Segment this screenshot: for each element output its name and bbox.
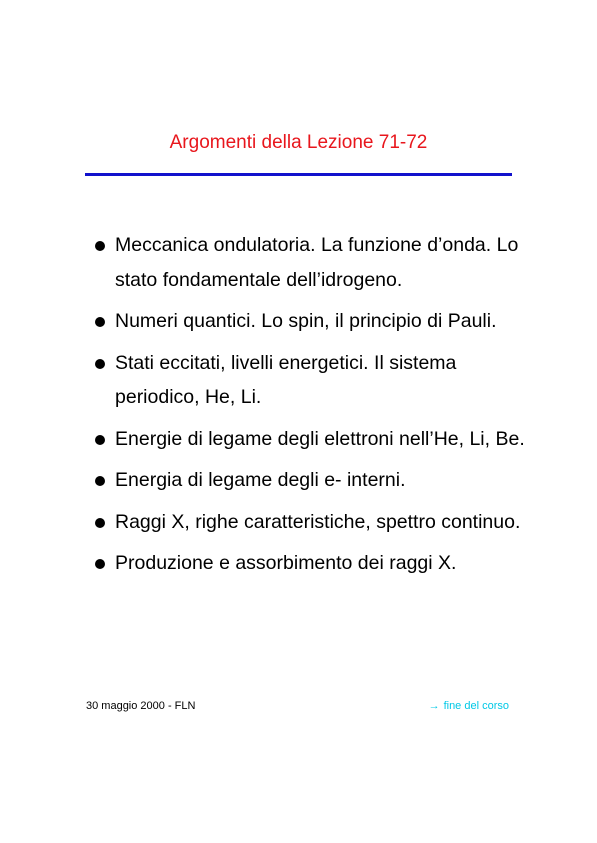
topic-list xyxy=(93,228,533,588)
end-of-course-link[interactable] xyxy=(429,699,509,713)
right-arrow-icon: → xyxy=(428,700,440,712)
bullet-icon xyxy=(95,359,105,369)
list-item xyxy=(93,463,533,498)
list-item xyxy=(93,304,533,339)
bullet-icon xyxy=(95,317,105,327)
slide-title: Argomenti della Lezione 71-72 xyxy=(169,132,428,153)
list-item xyxy=(93,346,533,415)
list-item-text: Produzione e assorbimento dei raggi X. xyxy=(115,552,457,574)
bullet-icon xyxy=(95,559,105,569)
list-item xyxy=(93,546,533,581)
end-of-course-label: fine del corso xyxy=(443,700,509,712)
bullet-icon xyxy=(95,518,105,528)
list-item-text: Meccanica ondulatoria. La funzione d’onda. Lo stato fondamentale dell’idrogeno. xyxy=(115,234,519,291)
list-item-text: Energie di legame degli elettroni nell’He, Li, Be. xyxy=(115,427,525,450)
list-item xyxy=(93,505,533,540)
list-item-text: Raggi X, righe caratteristiche, spettro continuo. xyxy=(115,510,521,533)
bullet-icon xyxy=(95,241,105,251)
title-divider xyxy=(85,173,512,176)
footer-date-author: 30 maggio 2000 - FLN xyxy=(86,700,196,712)
list-item-text: Energia di legame degli e- interni. xyxy=(115,469,406,491)
list-item-text: Numeri quantici. Lo spin, il principio di Pauli. xyxy=(115,310,497,332)
list-item-text: Stati eccitati, livelli energetici. Il sistema periodico, He, Li. xyxy=(115,351,457,408)
list-item xyxy=(93,228,533,297)
bullet-icon xyxy=(95,435,105,445)
bullet-icon xyxy=(95,476,105,486)
list-item xyxy=(93,422,533,457)
